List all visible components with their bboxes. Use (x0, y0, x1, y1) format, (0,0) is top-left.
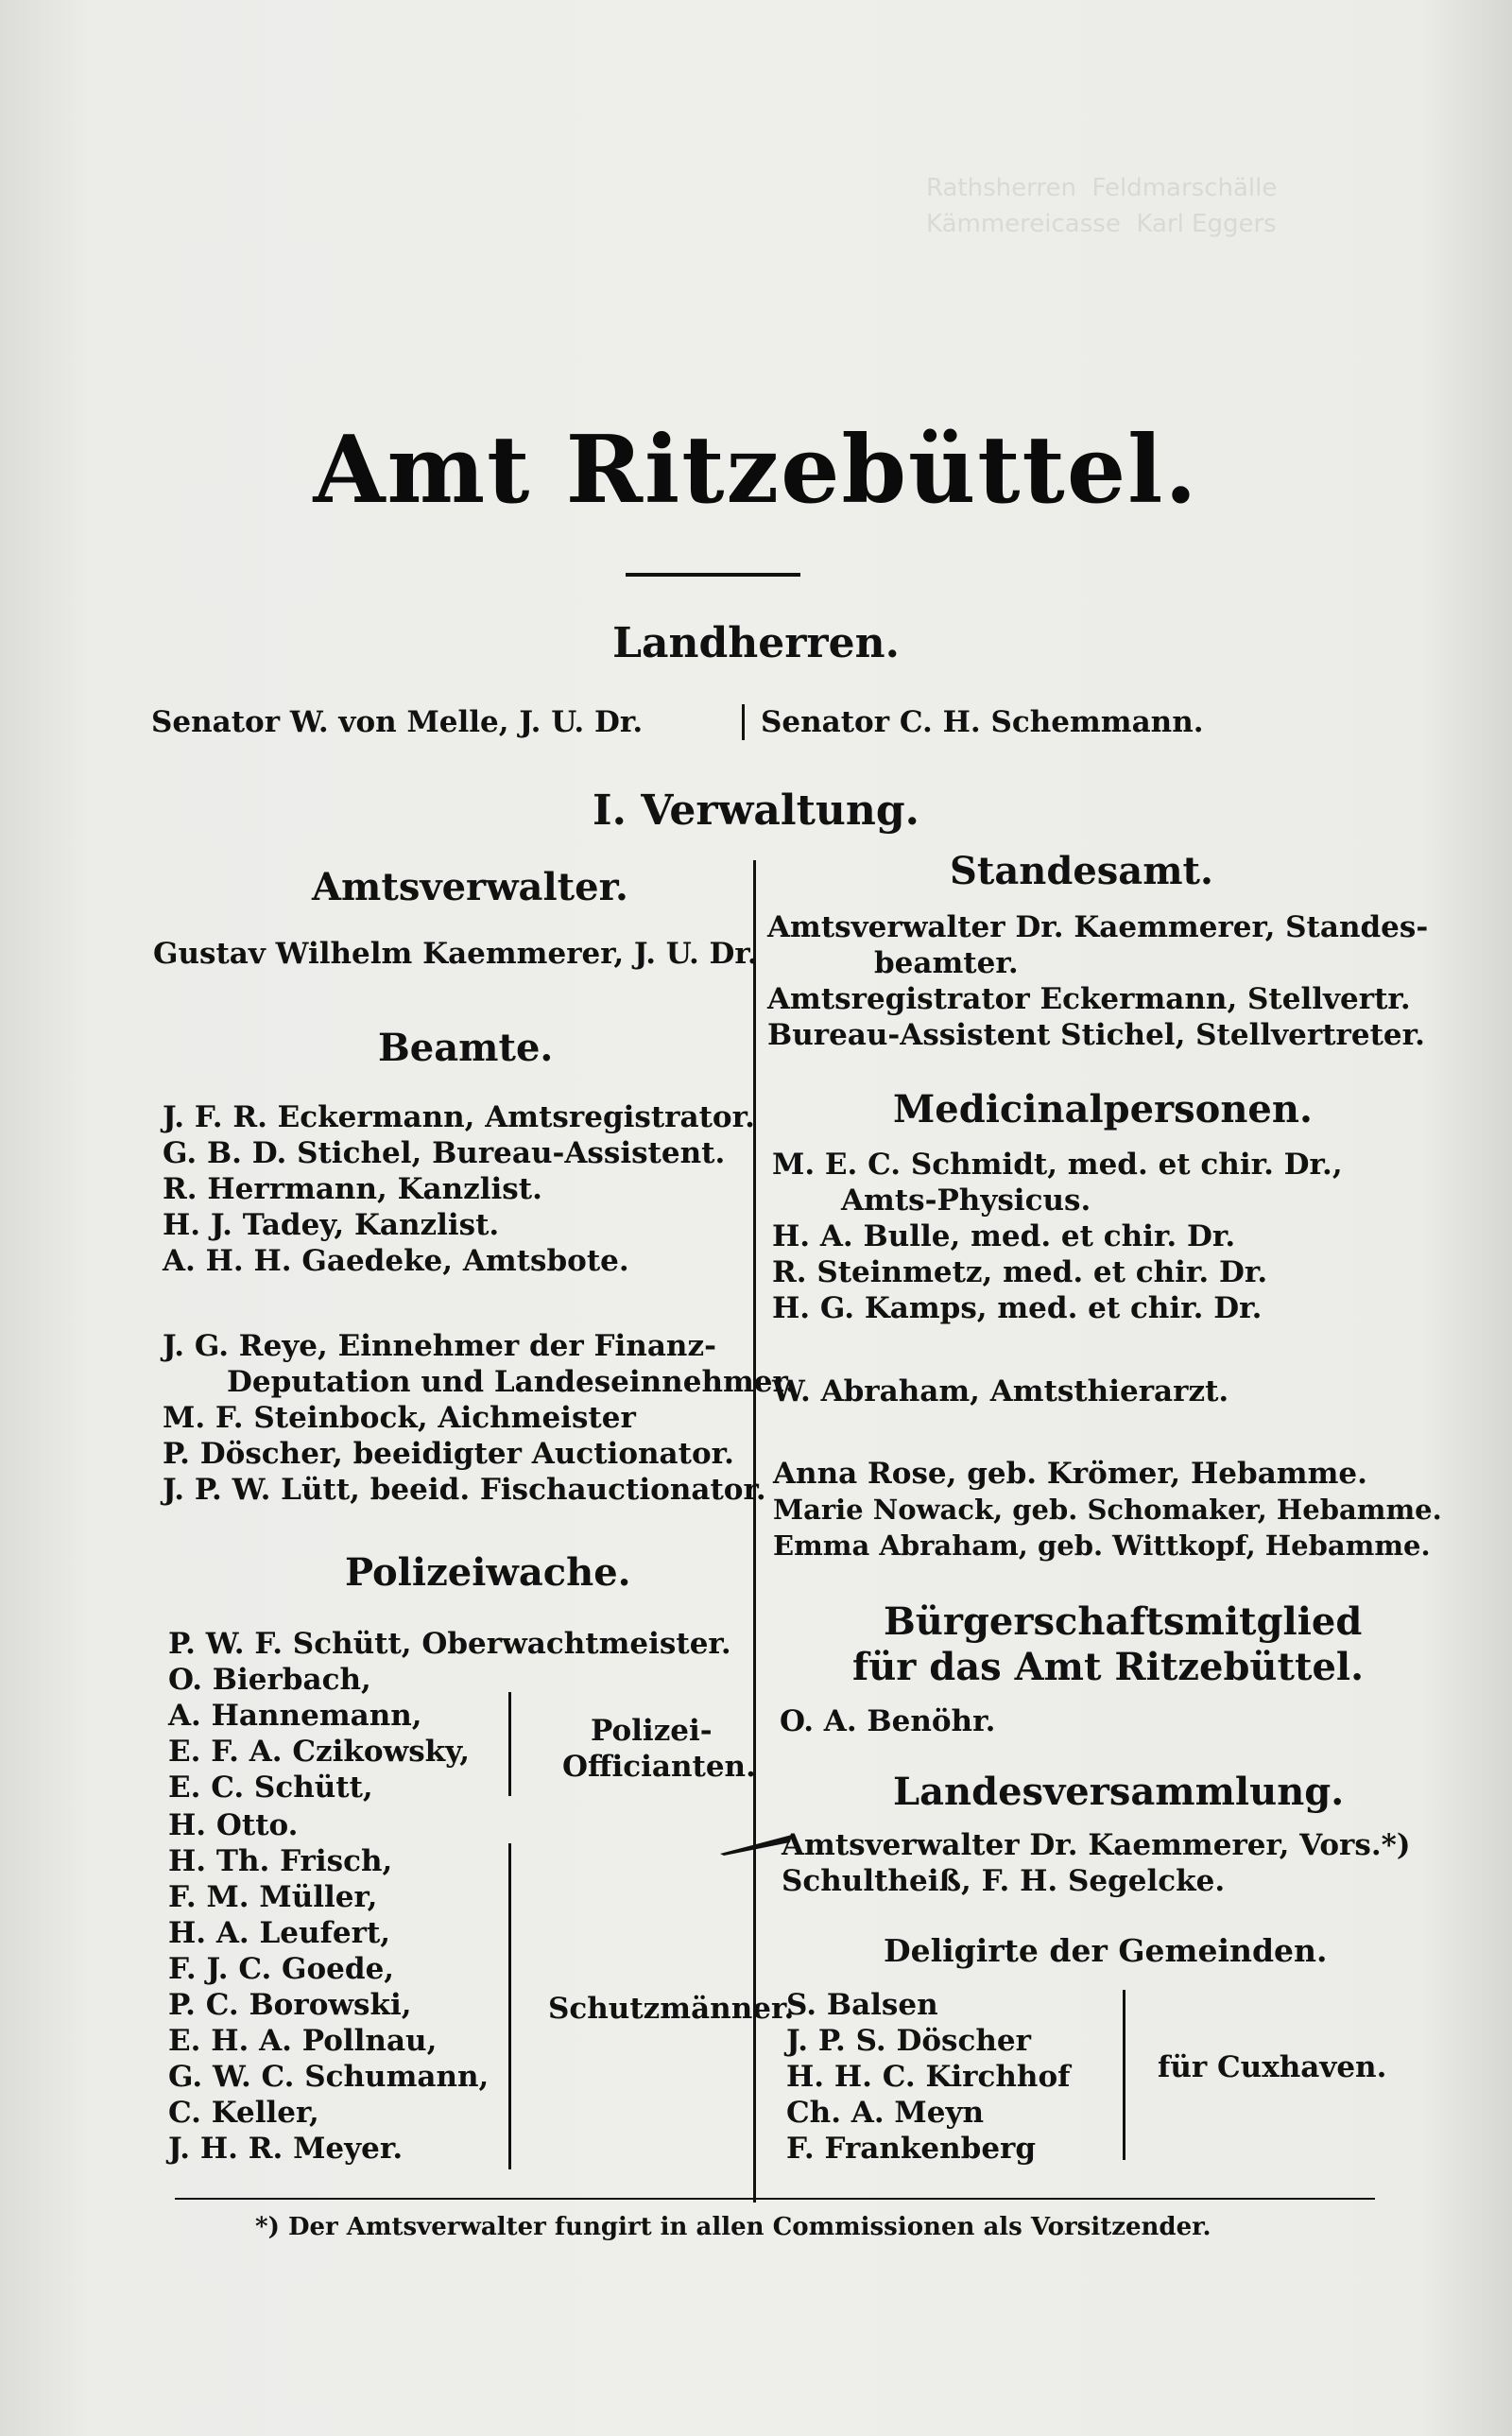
schutzmann-8: G. W. C. Schumann, (168, 2060, 490, 2094)
oberwachtmeister: P. W. F. Schütt, Oberwachtmeister. (168, 1627, 731, 1661)
delegate-1: S. Balsen (786, 1988, 938, 2022)
officianten-brace (508, 1692, 511, 1796)
beamte-5: A. H. H. Gaedeke, Amtsbote. (163, 1244, 629, 1278)
delegates-heading: Deligirte der Gemeinden. (884, 1932, 1328, 1969)
landherr-left: Senator W. von Melle, J. U. Dr. (151, 705, 644, 739)
schutzmann-6: P. C. Borowski, (168, 1988, 412, 2022)
landherren-heading: Landherren. (612, 619, 900, 667)
standesamt-4: Bureau-Assistent Stichel, Stellvertreter. (767, 1018, 1425, 1052)
ink-pointer-mark (718, 1829, 794, 1857)
schutzmann-5: F. J. C. Goede, (168, 1952, 395, 1986)
beamte-2: G. B. D. Stichel, Bureau-Assistent. (163, 1136, 726, 1170)
standesamt-heading: Standesamt. (950, 849, 1213, 893)
officianten-label-2: Officianten. (562, 1750, 756, 1784)
landesversammlung-heading: Landesversammlung. (893, 1770, 1345, 1814)
standesamt-3: Amtsregistrator Eckermann, Stellvertr. (767, 982, 1411, 1016)
officiant-2: A. Hannemann, (168, 1699, 422, 1733)
medicinal-2: Amts-Physicus. (841, 1183, 1091, 1218)
hebamme-2: Marie Nowack, geb. Schomaker, Hebamme. (773, 1494, 1442, 1526)
beamte-1: J. F. R. Eckermann, Amtsregistrator. (163, 1100, 755, 1134)
delegate-5: F. Frankenberg (786, 2132, 1037, 2166)
buergerschaft-heading-1: Bürgerschaftsmitglied (884, 1599, 1363, 1644)
schutzmann-1: H. Otto. (168, 1808, 299, 1842)
medicinal-5: H. G. Kamps, med. et chir. Dr. (772, 1291, 1263, 1325)
landherren-divider (742, 704, 745, 740)
footnote: *) Der Amtsverwalter fungirt in allen Commissionen als Vorsitzender. (255, 2213, 1211, 2241)
schutzmaenner-label: Schutzmänner. (548, 1992, 795, 2026)
amtsverwalter-heading: Amtsverwalter. (312, 865, 628, 909)
schutzmann-9: C. Keller, (168, 2096, 319, 2130)
beamte-heading: Beamte. (378, 1026, 554, 1070)
officiant-4: E. C. Schütt, (168, 1771, 373, 1805)
medicinal-1: M. E. C. Schmidt, med. et chir. Dr., (772, 1148, 1343, 1182)
landherr-right: Senator C. H. Schemmann. (761, 705, 1204, 739)
delegates-label: für Cuxhaven. (1158, 2050, 1387, 2084)
buergerschaft-name: O. A. Benöhr. (780, 1704, 996, 1738)
medicinal-3: H. A. Bulle, med. et chir. Dr. (772, 1219, 1236, 1253)
footnote-rule (175, 2198, 1375, 2200)
landesversammlung-2: Schultheiß, F. H. Segelcke. (782, 1864, 1226, 1898)
landesversammlung-1: Amtsverwalter Dr. Kaemmerer, Vors.*) (782, 1828, 1411, 1862)
standesamt-1: Amtsverwalter Dr. Kaemmerer, Standes- (767, 910, 1429, 944)
medicinalpersonen-heading: Medicinalpersonen. (893, 1087, 1313, 1132)
beamte-8: M. F. Steinbock, Aichmeister (163, 1401, 636, 1435)
beamte-7: Deputation und Landeseinnehmer. (227, 1365, 796, 1399)
beamte-10: J. P. W. Lütt, beeid. Fischauctionator. (163, 1473, 766, 1507)
title-rule (626, 573, 800, 577)
polizeiwache-heading: Polizeiwache. (345, 1550, 631, 1595)
page-title: Amt Ritzebüttel. (313, 416, 1199, 525)
delegate-4: Ch. A. Meyn (786, 2096, 985, 2130)
schutzmaenner-brace (508, 1843, 511, 2169)
beamte-9: P. Döscher, beeidigter Auctionator. (163, 1437, 734, 1471)
schutzmann-10: J. H. R. Meyer. (168, 2132, 404, 2166)
beamte-4: H. J. Tadey, Kanzlist. (163, 1208, 500, 1242)
bleed-through-text: Rathsherren Feldmarschälle Kämmereicasse Karl Eggers (926, 174, 1278, 238)
delegate-3: H. H. C. Kirchhof (786, 2060, 1071, 2094)
schutzmann-2: H. Th. Frisch, (168, 1844, 393, 1878)
beamte-3: R. Herrmann, Kanzlist. (163, 1172, 542, 1206)
officianten-label-1: Polizei- (591, 1714, 713, 1748)
schutzmann-4: H. A. Leufert, (168, 1916, 391, 1950)
amtsthierarzt: W. Abraham, Amtsthierarzt. (772, 1374, 1229, 1408)
officiant-3: E. F. A. Czikowsky, (168, 1735, 470, 1769)
schutzmann-3: F. M. Müller, (168, 1880, 378, 1914)
hebamme-1: Anna Rose, geb. Krömer, Hebamme. (773, 1457, 1367, 1491)
delegates-brace (1123, 1990, 1125, 2160)
officiant-1: O. Bierbach, (168, 1663, 371, 1697)
hebamme-3: Emma Abraham, geb. Wittkopf, Hebamme. (773, 1529, 1431, 1562)
beamte-6: J. G. Reye, Einnehmer der Finanz- (163, 1329, 716, 1363)
schutzmann-7: E. H. A. Pollnau, (168, 2024, 438, 2058)
amtsverwalter-name: Gustav Wilhelm Kaemmerer, J. U. Dr. (153, 937, 758, 971)
medicinal-4: R. Steinmetz, med. et chir. Dr. (772, 1255, 1268, 1289)
verwaltung-heading: I. Verwaltung. (593, 786, 919, 835)
standesamt-2: beamter. (874, 946, 1019, 980)
delegate-2: J. P. S. Döscher (786, 2024, 1031, 2058)
buergerschaft-heading-2: für das Amt Ritzebüttel. (852, 1645, 1365, 1689)
